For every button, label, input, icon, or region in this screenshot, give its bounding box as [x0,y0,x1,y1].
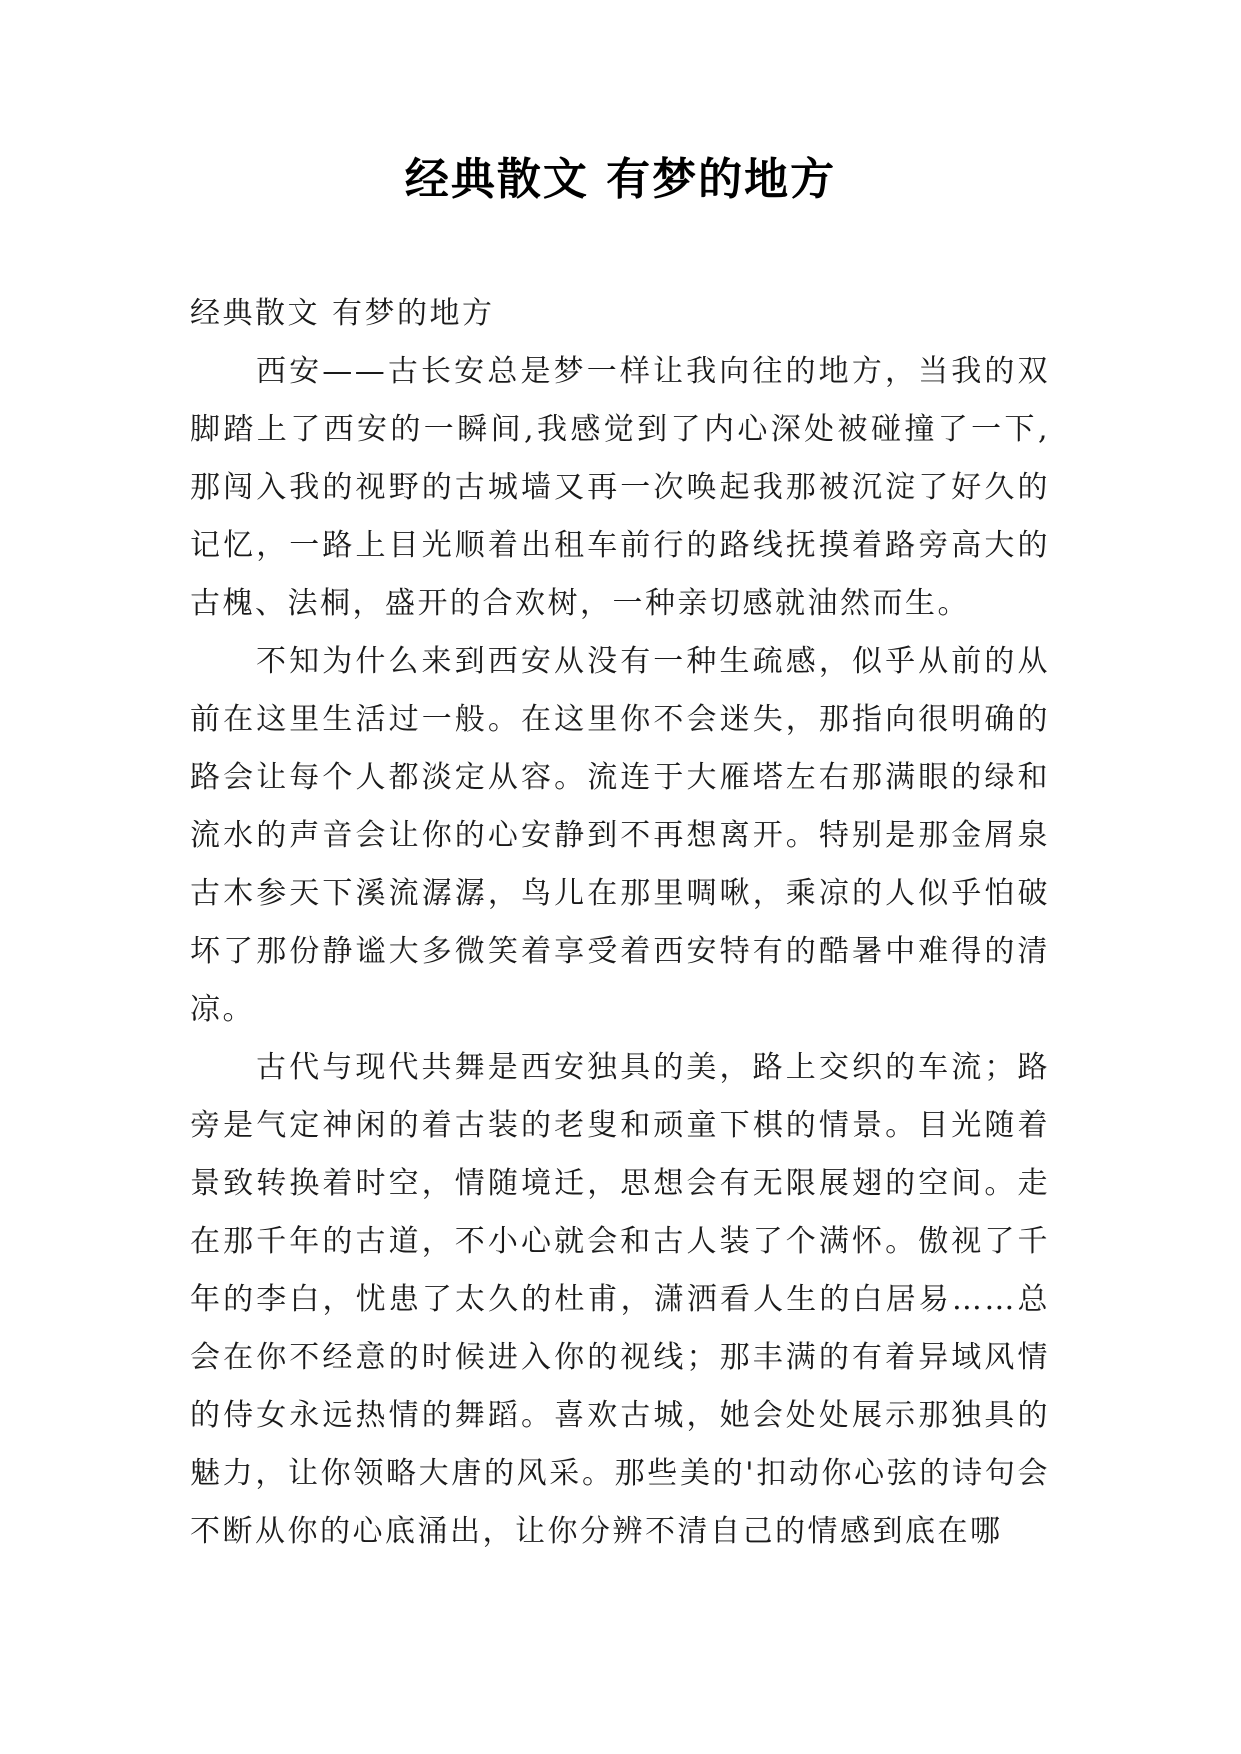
paragraph-3: 古代与现代共舞是西安独具的美，路上交织的车流；路旁是气定神闲的着古装的老叟和顽童下棋的情景。目光随着景致转换着时空，情随境迁，思想会有无限展翅的空间。走在那千年的古道，不小心就会和古人装了个满怀。傲视了千年的李白，忧患了太久的杜甫，潇洒看人生的白居易……总会在你不经意的时候进入你的视线；那丰满的有着异域风情的侍女永远热情的舞蹈。喜欢古城，她会处处展示那独具的魅力，让你领略大唐的风采。那些美的'扣动你心弦的诗句会不断从你的心底涌出，让你分辨不清自己的情感到底在哪 [190,1050,1050,1549]
paragraph-2: 不知为什么来到西安从没有一种生疏感，似乎从前的从前在这里生活过一般。在这里你不会迷失，那指向很明确的路会让每个人都淡定从容。流连于大雁塔左右那满眼的绿和流水的声音会让你的心安静到不再想离开。特别是那金屑泉古木参天下溪流潺潺，鸟儿在那里啁啾，乘凉的人似乎怕破坏了那份静谧大多微笑着享受着西安特有的酷暑中难得的清凉。 [190,644,1050,1027]
document-body [190,285,1050,1561]
document-title: 经典散文 有梦的地方 [404,154,837,205]
document-subtitle: 经典散文 有梦的地方 [190,296,495,331]
paragraph-1: 西安——古长安总是梦一样让我向往的地方，当我的双脚踏上了西安的一瞬间,我感觉到了内心深处被碰撞了一下,那闯入我的视野的古城墙又再一次唤起我那被沉淀了好久的记忆，一路上目光顺着出租车前行的路线抚摸着路旁高大的古槐、法桐，盛开的合欢树，一种亲切感就油然而生。 [190,354,1050,621]
